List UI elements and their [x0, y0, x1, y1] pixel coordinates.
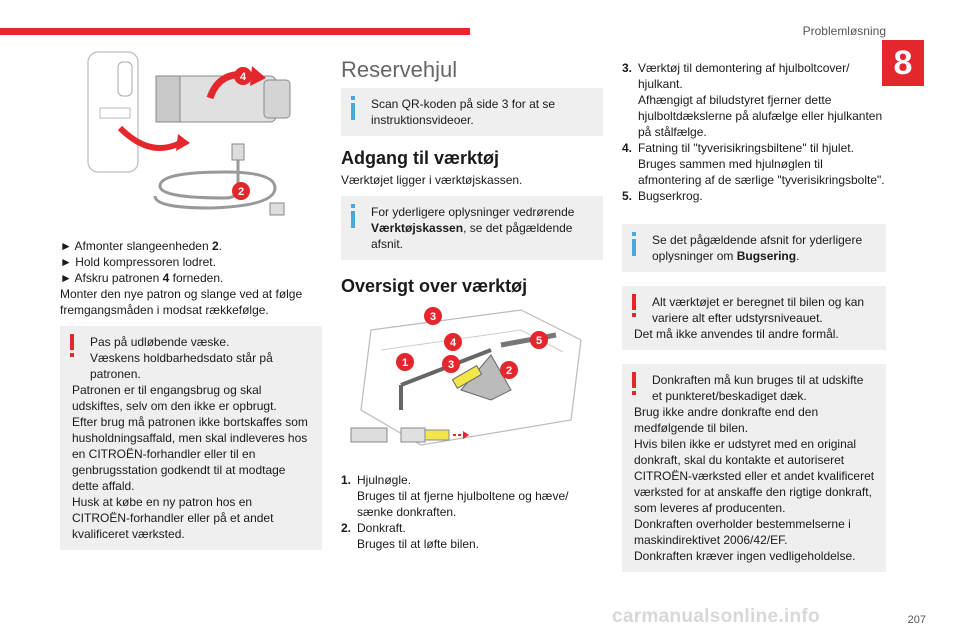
- info-text-part: .: [796, 249, 800, 263]
- step-text: ► Afmonter slangeenheden: [60, 239, 212, 253]
- info-text: Scan QR-koden på side 3 for at se instruktionsvideoer.: [371, 97, 556, 127]
- warning-line: Efter brug må patronen ikke bortskaffes som husholdningsaffald, men skal indleveres hos en CITROËN-forhandler eller til en genbrugsstation godkendt til at modtage dette affald.: [72, 415, 308, 493]
- item-line: Værktøj til demontering af hjulboltcover/ hjulkant.: [638, 61, 850, 91]
- section-title-spare-wheel: Reservehjul: [341, 57, 458, 82]
- step-text: ► Afskru patronen: [60, 271, 163, 285]
- step-ref: 4: [162, 271, 170, 285]
- warning-box-tools: [622, 286, 886, 350]
- tool-item-1: [341, 472, 603, 520]
- warning-line: Donkraften kræver ingen vedligeholdelse.: [634, 549, 856, 563]
- info-icon: [349, 96, 357, 120]
- figure-callout-3b: 3: [447, 359, 455, 371]
- figure-callout-2: 2: [237, 186, 245, 198]
- warning-icon: [630, 372, 638, 396]
- item-number: 5.: [622, 189, 633, 203]
- step-1: [60, 238, 322, 254]
- toolkit-illustration: [341, 300, 603, 460]
- step-text: forneden.: [169, 271, 224, 285]
- item-line: Bugserkrog.: [638, 189, 703, 203]
- column-2: [341, 56, 603, 552]
- warning-line: Væskens holdbarhedsdato står på patronen.: [90, 351, 273, 381]
- warning-line: Donkraften overholder bestemmelserne i maskindirektivet 2006/42/EF.: [634, 517, 851, 547]
- item-line: Afhængigt af biludstyret fjerner dette hjulboltdækslerne på alufælge eller hjulkanten på stålfælge.: [638, 93, 883, 139]
- figure-callout-3: 3: [429, 311, 437, 323]
- warning-line: Det må ikke anvendes til andre formål.: [634, 327, 839, 341]
- step-note: Monter den nye patron og slange ved at følge fremgangsmåden i modsat rækkefølge.: [60, 287, 303, 317]
- figure-callout-4: 4: [239, 71, 247, 83]
- column-3: [622, 60, 886, 578]
- warning-icon: [68, 334, 76, 358]
- item-line: Bruges sammen med hjulnøglen til afmontering af de særlige "tyverisikringsbolte".: [638, 157, 885, 187]
- figure-callout-2: 2: [505, 365, 513, 377]
- warning-box-jack: [622, 364, 886, 572]
- warning-line: Alt værktøjet er beregnet til bilen og kan variere alt efter udstyrsniveauet.: [652, 295, 865, 325]
- column-1: [60, 48, 322, 556]
- header-title: Problemløsning: [802, 24, 886, 38]
- figure-callout-5: 5: [535, 335, 543, 347]
- steps: [60, 238, 322, 318]
- info-text-part: Se det pågældende afsnit for yderligere oplysninger om: [652, 233, 863, 263]
- figure-callout-1: 1: [401, 357, 409, 369]
- warning-line: Patronen er til engangsbrug og skal udskiftes, selv om den ikke er opbrugt.: [72, 383, 277, 413]
- item-desc: Bruges til at løfte bilen.: [357, 537, 480, 551]
- warning-icon: [630, 294, 638, 318]
- item-number: 2.: [341, 521, 352, 535]
- page-number: 207: [907, 614, 926, 626]
- step-text: .: [218, 239, 223, 253]
- compressor-illustration: [60, 48, 322, 228]
- chapter-badge: 8: [882, 40, 924, 86]
- access-text: Værktøjet ligger i værktøjskassen.: [341, 173, 523, 187]
- watermark: carmanualsonline.info: [612, 606, 820, 627]
- info-text: [634, 232, 876, 264]
- warning-line: Husk at købe en ny patron hos en CITROËN-forhandler eller på et andet kvalificeret værksted.: [72, 495, 274, 541]
- item-line: Fatning til "tyverisikringsbiltene" til hjulet.: [638, 141, 854, 155]
- info-text-bold: Værktøjskassen: [371, 221, 464, 235]
- tool-item-2: [341, 520, 603, 552]
- item-title: Donkraft.: [357, 521, 406, 535]
- tool-list: [341, 472, 603, 552]
- heading-tool-overview: Oversigt over værktøj: [341, 276, 528, 296]
- info-icon: [630, 232, 638, 256]
- tool-list-continued: [622, 60, 886, 204]
- item-number: 3.: [622, 61, 633, 75]
- warning-line: Pas på udløbende væske.: [90, 335, 230, 349]
- step-3: [60, 270, 322, 286]
- warning-line: Brug ikke andre donkrafte end den medfølgende til bilen.: [634, 405, 819, 435]
- tool-item-5: [622, 188, 886, 204]
- heading-tool-access: Adgang til værktøj: [341, 148, 500, 168]
- step-2: ► Hold kompressoren lodret.: [60, 255, 216, 269]
- item-title: Hjulnøgle.: [357, 473, 412, 487]
- info-box-toolbox: [341, 196, 603, 260]
- info-text-part: For yderligere oplysninger vedrørende: [371, 205, 575, 219]
- figure-callout-4: 4: [449, 337, 457, 349]
- info-box-qr: [341, 88, 603, 136]
- info-text-part: , se det pågældende afsnit.: [371, 221, 573, 251]
- header-accent-bar: [0, 28, 470, 35]
- tool-item-4: [622, 140, 886, 188]
- warning-box-cartridge: [60, 326, 322, 550]
- info-box-towing: [622, 224, 886, 272]
- tool-item-3: [622, 60, 886, 140]
- item-number: 4.: [622, 141, 633, 155]
- warning-line: Donkraften må kun bruges til at udskifte et punkteret/beskadiget dæk.: [652, 373, 864, 403]
- item-number: 1.: [341, 473, 352, 487]
- item-desc: Bruges til at fjerne hjulboltene og hæve/ sænke donkraften.: [357, 489, 569, 519]
- step-ref: 2: [211, 239, 219, 253]
- warning-line: Hvis bilen ikke er udstyret med en original donkraft, skal du kontakte et autoriseret CITROËN-værksted eller et andet kvalificeret værksted for at anskaffe den rigtige donkraft, som leveres af producenten.: [634, 437, 875, 515]
- info-icon: [349, 204, 357, 228]
- info-text: [353, 204, 593, 252]
- info-text-bold: Bugsering: [736, 249, 797, 263]
